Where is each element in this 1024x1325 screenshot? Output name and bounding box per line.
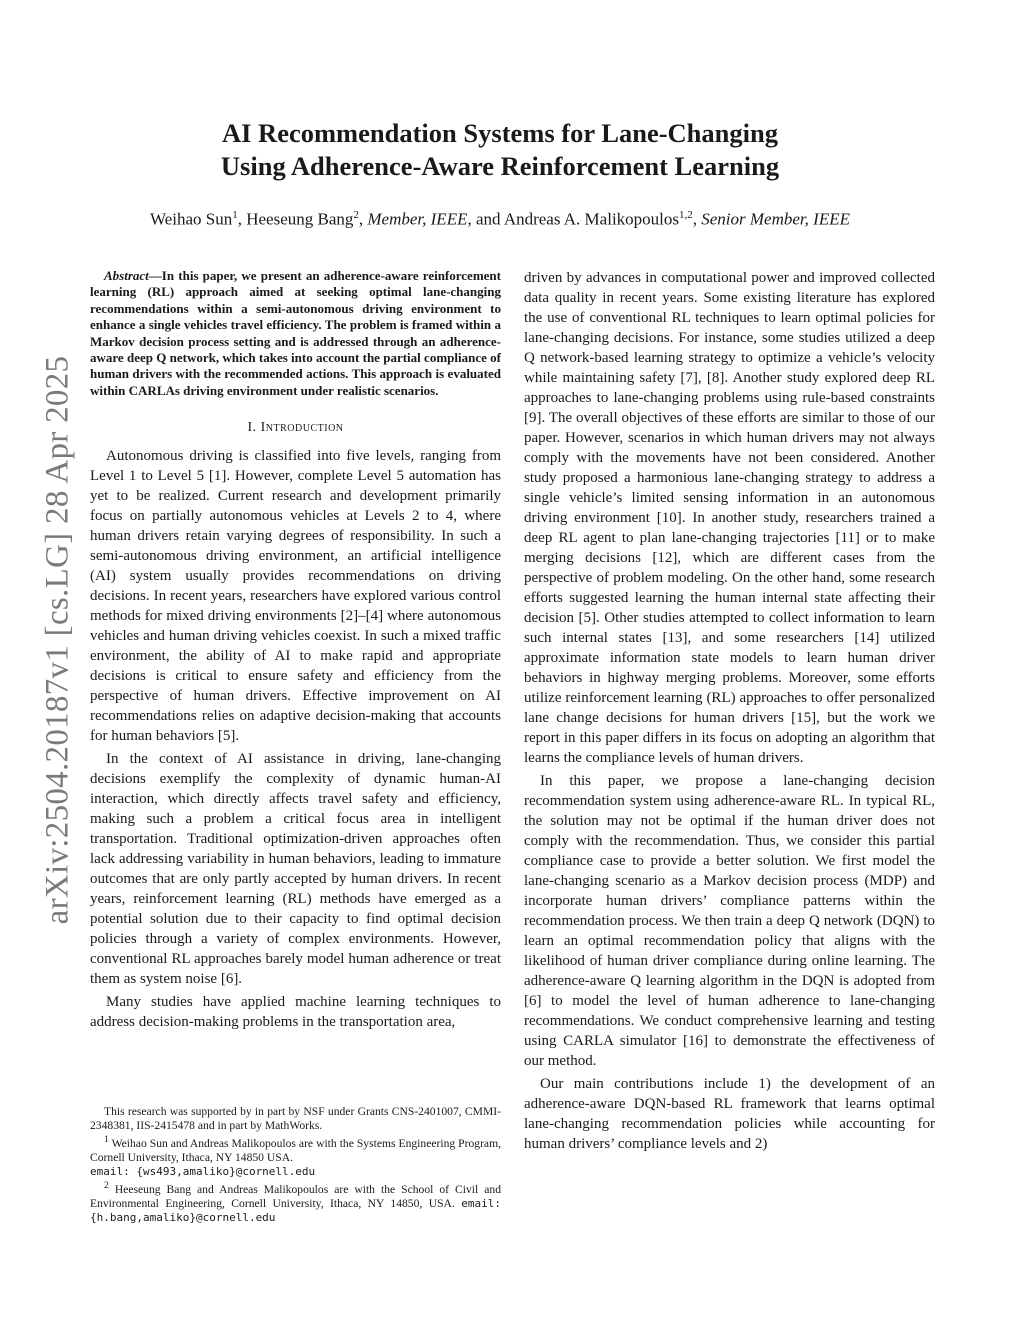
author-2-affiliation: 2 (353, 209, 359, 221)
author-separator: , (358, 209, 368, 229)
title-line-2: Using Adherence-Aware Reinforcement Learning (220, 151, 780, 181)
author-list (60, 209, 940, 230)
paper-title (150, 117, 850, 183)
paragraph: In the context of AI assistance in driving, lane-changing decisions exemplify the complexity of dynamic human-AI interaction, which directly affects travel safety and efficiency, making such a problem a critical focus area in intelligent transportation. Traditional optimization-driven approaches often lack addressing variability in human behaviors, leading to immature outcomes that are only partly accepted by human drivers. In recent years, reinforcement learning (RL) methods have emerged as a potential solution due to their capacity to find optimal decision policies through a variety of complex environments. However, conventional RL approaches barely model human adherence or treat them as system noise [6]. (90, 751, 501, 988)
author-2-role: Member, IEEE (367, 209, 468, 229)
left-column (90, 268, 501, 1032)
author-1: Weihao Sun (150, 209, 233, 229)
paragraph: Our main contributions include 1) the development of an adherence-aware DQN-based RL framework that learns optimal lane-changing recommendation policies while accounting for human drivers’ compliance levels and 2) (524, 1076, 935, 1152)
author-1-affiliation: 1 (232, 209, 238, 221)
paragraph: driven by advances in computational power and improved collected data quality in recent years. Some existing literature has explored the use of conventional RL techniques to learn optimal policies for lane-changing decisions. For instance, some studies utilized a deep Q network-based learning strategy to optimize a vehicle’s velocity while maintaining safety [7], [8]. Another study explored deep RL approaches to lane-changing problems using rule-based constraints [9]. The overall objectives of these efforts are similar to those of our paper. However, scenarios in which human drivers may not always comply with the movements have not been considered. Another study proposed a harmonious lane-changing strategy to address a single vehicle’s limited sensing information in an autonomous driving environment [10]. In another study, researchers trained a deep RL agent to plan lane-changing trajectories [11] or to make merging decisions [12], which are different cases from the perspective of problem modeling. On the other hand, some research efforts suggested learning the human internal state affecting their decision [5]. Other studies attempted to collect information to learn such internal states [13], and some researchers [14] utilized approximate information state models to learn human driver behaviors in highway merging problems. Moreover, some efforts utilize reinforcement learning (RL) approaches to offer personalized lane change decisions for human drivers [15], but the work we report in this paper differs in its focus on adopting an algorithm that learns the compliance levels of human drivers. (524, 270, 935, 766)
abstract (90, 268, 501, 399)
abstract-text: In this paper, we present an adherence-aware reinforcement learning (RL) approach aimed at seeking optimal lane-changing recommendations within a semi-autonomous driving environment to enhance a single vehicles travel efficiency. The problem is framed within a Markov decision process setting and is addressed through an adherence-aware deep Q network, which takes into account the partial compliance of human drivers with the recommended actions. This approach is evaluated within CARLAs driving environment under realistic scenarios. (90, 268, 501, 398)
right-column (524, 268, 935, 1154)
footnote-2-mark: 2 (104, 1179, 109, 1191)
author-separator: , and Andreas A. Malikopoulos (467, 209, 680, 229)
author-3-role: Senior Member, IEEE (701, 209, 850, 229)
paragraph: In this paper, we propose a lane-changing decision recommendation system using adherence-aware RL. In typical RL, the solution may not be optimal if the human driver does not comply with the recommendation. Thus, we consider this partial compliance case to provide a better solution. We first model the lane-changing scenario as a Markov decision process (MDP) and incorporate human drivers’ compliance patterns within the recommendation process. We then train a deep Q network (DQN) to learn an optimal recommendation policy that aligns with the likelihood of human driver compliance during online learning. The adherence-aware Q learning algorithm in the DQN is adopted from [6] to model the level of human adherence to lane-changing recommendations. We conduct comprehensive learning and testing using CARLA simulator [16] to demonstrate the effectiveness of our method. (524, 773, 935, 1069)
section-heading-introduction: I. Introduction (247, 420, 344, 436)
author-separator: , (692, 209, 702, 229)
author-3-affiliation: 1,2 (679, 209, 693, 221)
title-line-1: AI Recommendation Systems for Lane-Changing (221, 118, 779, 148)
paragraph: Autonomous driving is classified into five levels, ranging from Level 1 to Level 5 [1]. However, complete Level 5 automation has yet to be realized. Current research and development primarily focus on partially autonomous vehicles at Levels 2 to 4, where human drivers retain varying degrees of responsibility. In such a semi-autonomous driving environment, an artificial intelligence (AI) system usually provides recommendations on driving decisions. In recent years, researchers have explored various control methods for mixed driving environments [2]–[4] where autonomous vehicles and human driving vehicles coexist. In such a mixed traffic environment, the ability of AI to make rapid and appropriate decisions is critical to ensure safety and efficiency from the perspective of human drivers. Effective improvement on AI recommendations relies on adaptive decision-making that accounts for human behaviors [5]. (90, 448, 501, 745)
footnote-2-email: email: {h.bang,amaliko}@cornell.edu (90, 1196, 501, 1224)
author-separator: , Heeseung Bang (237, 209, 354, 229)
footnotes (90, 1105, 501, 1225)
footnote-1-email: email: {ws493,amaliko}@cornell.edu (90, 1164, 316, 1178)
footnote-2-text: Heeseung Bang and Andreas Malikopoulos are with the School of Civil and Environmental Engineering, Cornell University, Ithaca, NY 14850, USA. (90, 1182, 501, 1210)
arxiv-identifier: arXiv:2504.20187v1 [cs.LG] 28 Apr 2025 (39, 355, 76, 925)
footnote-1-text: Weihao Sun and Andreas Malikopoulos are with the Systems Engineering Program, Cornell University, Ithaca, NY 14850 USA. (90, 1136, 501, 1164)
abstract-dash: — (148, 268, 162, 283)
abstract-label: Abstract (104, 268, 149, 283)
paragraph: Many studies have applied machine learning techniques to address decision-making problems in the transportation area, (90, 994, 501, 1031)
footnote-1-mark: 1 (104, 1134, 109, 1145)
footnote-funding: This research was supported by in part by NSF under Grants CNS-2401007, CMMI-2348381, IIS-2415478 and in part by MathWorks. (90, 1105, 501, 1132)
footnote-2 (90, 1179, 501, 1225)
footnote-1 (90, 1133, 501, 1179)
